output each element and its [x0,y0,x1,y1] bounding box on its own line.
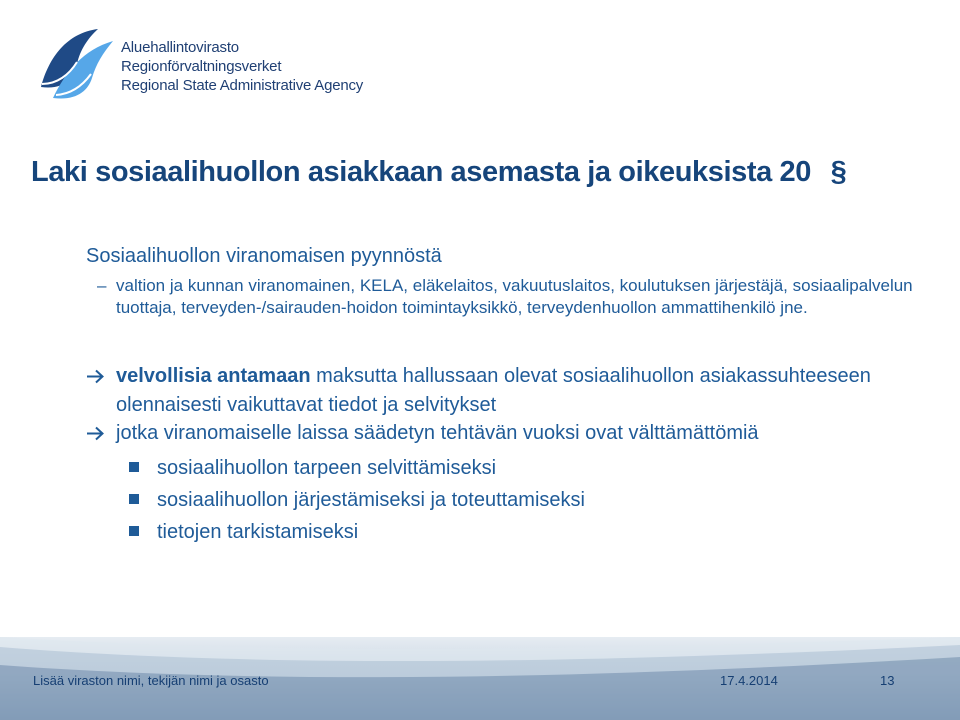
obligation-bold-text: velvollisia antamaan [116,365,311,387]
agency-name [121,38,363,95]
lead-text: Sosiaalihuollon viranomaisen pyynnöstä [86,245,442,267]
purpose-text: tietojen tarkistamiseksi [157,521,359,543]
dash-list-item [86,275,921,319]
purpose-text: sosiaalihuollon tarpeen selvittämiseksi [157,457,497,479]
footer-organization-text: Lisää viraston nimi, tekijän nimi ja osasto [33,673,269,688]
slide-content [86,243,921,319]
square-bullet-icon [129,526,139,536]
purpose-list [129,452,889,548]
obligation-rest-text: maksutta hallussaan olevat sosiaalihuollon asiakassuhteeseen olennaisesti vaikuttavat tiedot ja selvitykset [116,365,871,416]
agency-name-english: Regional State Administrative Agency [121,77,364,94]
dash-list-text: valtion ja kunnan viranomainen, KELA, eläkelaitos, vakuutuslaitos, koulutuksen järjestäjä, sosiaalipalvelun tuottaja, terveyden-/sairauden-hoidon toimintayksikkö, terveydenhuollon ammattihenkilö jne. [116,276,913,317]
slide-title [31,156,931,189]
square-bullet-icon [129,462,139,472]
agency-logo-icon [33,26,115,102]
footer-date: 17.4.2014 [720,673,778,688]
arrow-right-icon [86,426,105,441]
agency-name-finnish: Aluehallintovirasto [121,39,239,56]
arrow-right-icon [86,369,105,384]
condition-text: jotka viranomaiselle laissa säädetyn tehtävän vuoksi ovat välttämättömiä [116,422,759,444]
obligation-text [86,362,921,420]
square-bullet-icon [129,494,139,504]
agency-logo [33,26,363,102]
obligation-arrow-item [86,362,921,420]
dash-bullet: – [97,276,107,295]
purpose-text: sosiaalihuollon järjestämiseksi ja toteuttamiseksi [157,489,585,511]
purpose-list-item [129,516,889,548]
agency-name-swedish: Regionförvaltningsverket [121,58,282,75]
slide-title-text: Laki sosiaalihuollon asiakkaan asemasta ja oikeuksista 20 [31,156,811,188]
purpose-list-item [129,452,889,484]
condition-arrow-item [86,419,921,448]
section-symbol: § [830,156,847,188]
purpose-list-item [129,484,889,516]
page-number: 13 [880,673,895,688]
